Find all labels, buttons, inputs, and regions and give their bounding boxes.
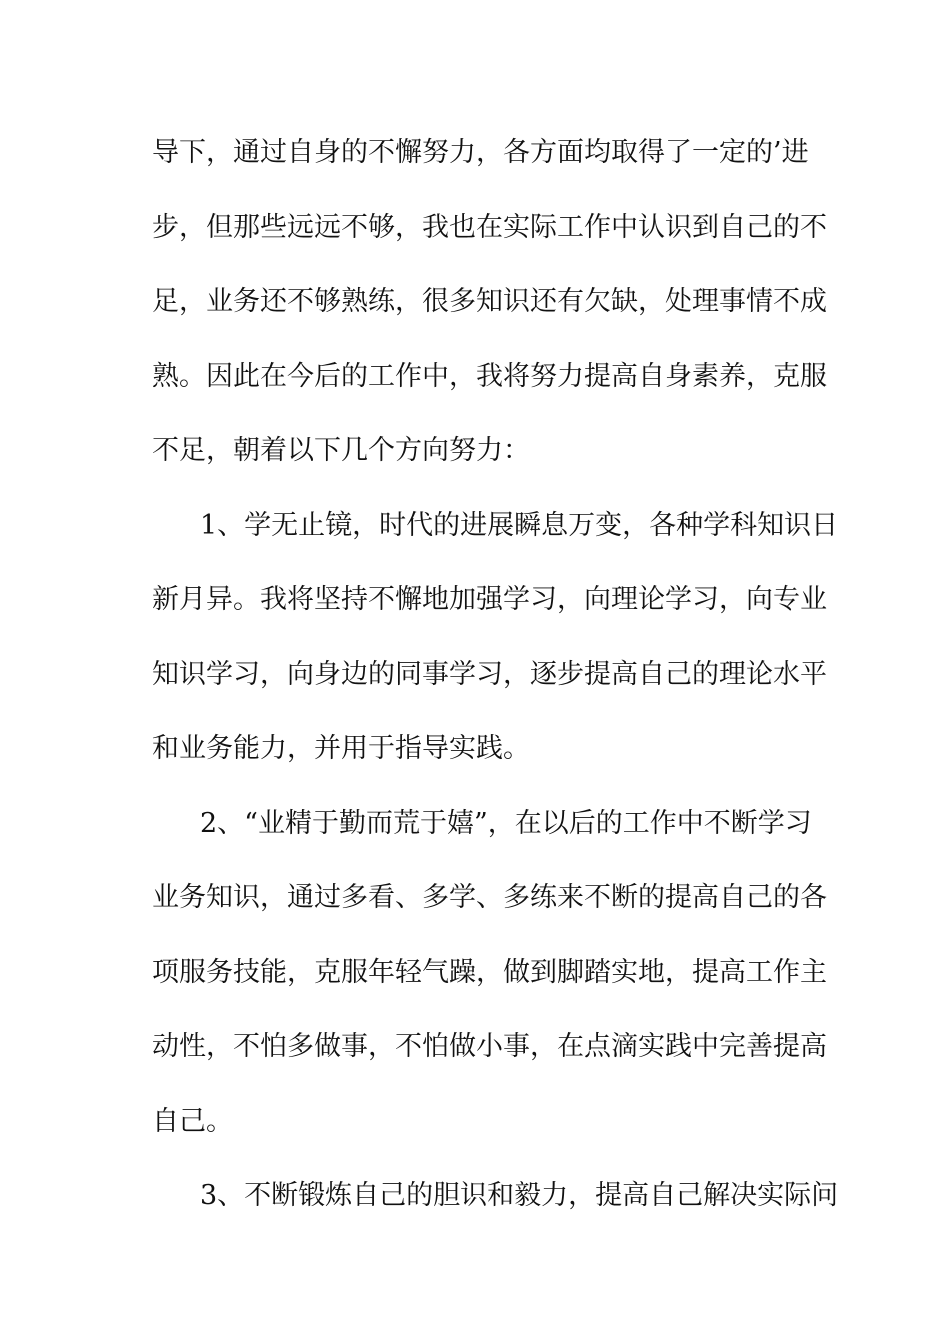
text-line: 不足，朝着以下几个方向努力： <box>152 435 530 466</box>
text-line: 1、学无止镜，时代的进展瞬息万变，各种学科知识日 <box>200 510 839 541</box>
text-line: 熟。因此在今后的工作中，我将努力提高自身素养，克服 <box>152 361 827 392</box>
text-line: 3、不断锻炼自己的胆识和毅力，提高自己解决实际问 <box>200 1180 839 1211</box>
text-line: 自己。 <box>152 1106 233 1137</box>
text-line: 2、“业精于勤而荒于嬉”，在以后的工作中不断学习 <box>200 808 812 839</box>
text-line: 和业务能力，并用于指导实践。 <box>152 733 530 764</box>
text-line: 业务知识，通过多看、多学、多练来不断的提高自己的各 <box>152 882 827 913</box>
text-line: 知识学习，向身边的同事学习，逐步提高自己的理论水平 <box>152 659 827 690</box>
text-line: 项服务技能，克服年轻气躁，做到脚踏实地，提高工作主 <box>152 957 827 988</box>
text-line: 足，业务还不够熟练，很多知识还有欠缺，处理事情不成 <box>152 286 827 317</box>
text-line: 步，但那些远远不够，我也在实际工作中认识到自己的不 <box>152 212 827 243</box>
text-line: 导下，通过自身的不懈努力，各方面均取得了一定的’进 <box>152 137 809 168</box>
text-line: 动性，不怕多做事，不怕做小事，在点滴实践中完善提高 <box>152 1031 827 1062</box>
text-line: 新月异。我将坚持不懈地加强学习，向理论学习，向专业 <box>152 584 827 615</box>
